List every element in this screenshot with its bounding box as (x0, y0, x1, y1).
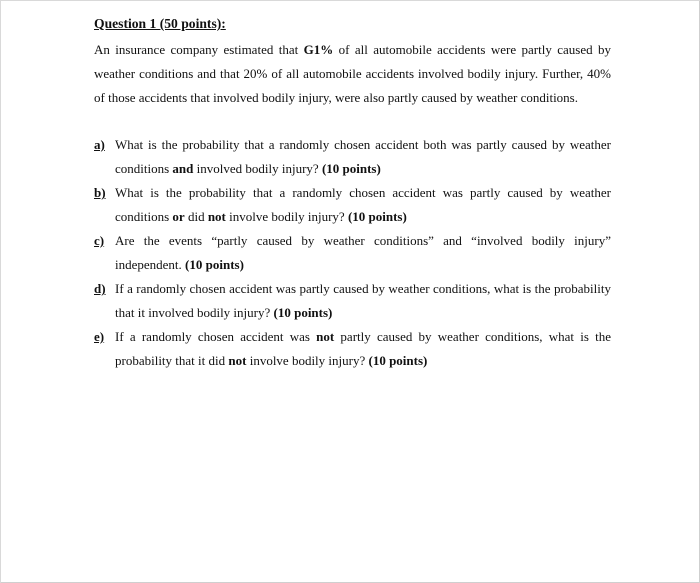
text-segment: partly caused by weather conditions, what is the probability that it did (115, 329, 611, 368)
intro-text-1: An insurance company estimated that (94, 42, 304, 57)
sub-question-a (94, 133, 611, 181)
intro-probability-value: G1% (303, 42, 334, 57)
text-segment: If a randomly chosen accident was partly caused by weather conditions, what is the probability that it involved bodily injury? (115, 281, 611, 320)
points-label: (10 points) (347, 209, 407, 224)
sub-question-label: a) (94, 137, 105, 152)
bold-keyword: or (172, 209, 185, 224)
text-segment: What is the probability that a randomly chosen accident both was partly caused by weather conditions (115, 137, 611, 176)
sub-question-label: c) (94, 233, 105, 248)
bold-keyword: not (207, 209, 226, 224)
text-segment: Are the events “partly caused by weather conditions” and “involved bodily injury” independent. (115, 233, 611, 272)
sub-question-text (115, 233, 611, 272)
document-page (1, 1, 700, 583)
text-segment: involved bodily injury? (193, 161, 322, 176)
sub-question-text (115, 329, 611, 368)
points-label: (10 points) (185, 257, 244, 272)
sub-question-c (94, 229, 611, 277)
sub-question-b (94, 181, 611, 229)
sub-question-e (94, 325, 611, 373)
text-segment: involve bodily injury? (225, 209, 348, 224)
question-title: Question 1 (50 points): (94, 16, 226, 31)
text-segment: involve bodily injury? (246, 353, 369, 368)
bold-keyword: not (228, 353, 247, 368)
sub-question-label: e) (94, 329, 105, 344)
question-block (94, 15, 611, 373)
text-segment: What is the probability that a randomly chosen accident was partly caused by weather conditions (115, 185, 611, 224)
text-segment: did (184, 209, 208, 224)
sub-question-label: b) (94, 185, 106, 200)
sub-question-text (115, 137, 611, 176)
sub-question-text (115, 185, 611, 224)
bold-keyword: and (172, 161, 194, 176)
sub-question-text (115, 281, 611, 320)
sub-question-d (94, 277, 611, 325)
question-intro (94, 38, 611, 110)
text-segment: If a randomly chosen accident was (115, 329, 317, 344)
points-label: (10 points) (273, 305, 333, 320)
intro-text-2: of all automobile accidents were partly caused by weather conditions and that 20% of all automobile accidents involved bodily injury. Further, 40% of those accidents that involved bodily injury, were also partly caused by weather conditions. (94, 42, 611, 105)
sub-question-label: d) (94, 281, 106, 296)
sub-questions (94, 133, 611, 373)
points-label: (10 points) (368, 353, 428, 368)
bold-keyword: not (316, 329, 335, 344)
points-label: (10 points) (321, 161, 381, 176)
